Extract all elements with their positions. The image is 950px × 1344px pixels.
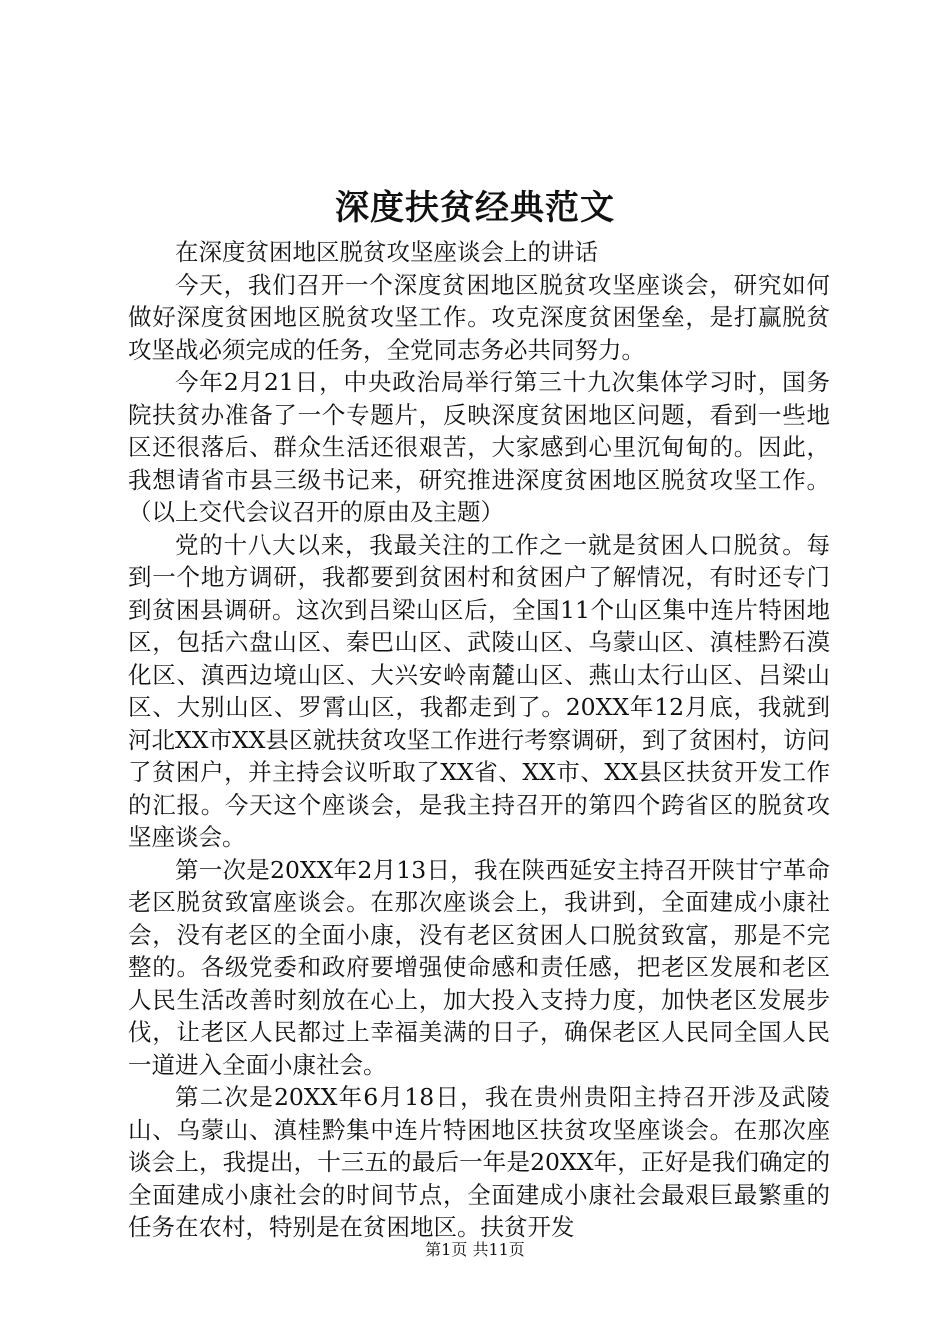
document-title: 深度扶贫经典范文 bbox=[335, 188, 615, 228]
paragraph-2: 今年2月21日，中央政治局举行第三十九次集体学习时，国务院扶贫办准备了一个专题片，反映深度贫困地区问题，看到一些地区还很落后、群众生活还很艰苦，大家感到心里沉甸甸的。因此，我想请省市县三级书记来，研究推进深度贫困地区脱贫攻坚工作。（以上交代会议召开的原由及主题） bbox=[128, 368, 830, 526]
speech-subtitle: 在深度贫困地区脱贫攻坚座谈会上的讲话 bbox=[175, 238, 598, 266]
paragraph-5: 第二次是20XX年6月18日，我在贵州贵阳主持召开涉及武陵山、乌蒙山、滇桂黔集中连片特困地区扶贫攻坚座谈会。在那次座谈会上，我提出，十三五的最后一年是20XX年，正好是我们确定的全面建成小康社会的时间节点，全面建成小康社会最艰巨最繁重的任务在农村，特别是在贫困地区。扶贫开发 bbox=[128, 1083, 830, 1241]
page-number-footer: 第1页 共11页 bbox=[425, 1240, 525, 1259]
paragraph-3: 党的十八大以来，我最关注的工作之一就是贫困人口脱贫。每到一个地方调研，我都要到贫困村和贫困户了解情况，有时还专门到贫困县调研。这次到吕梁山区后，全国11个山区集中连片特困地区，包括六盘山区、秦巴山区、武陵山区、乌蒙山区、滇桂黔石漠化区、滇西边境山区、大兴安岭南麓山区、燕山太行山区、吕梁山区、大别山区、罗霄山区，我都走到了。20XX年12月底，我就到河北XX市XX县区就扶贫攻坚工作进行考察调研，到了贫困村，访问了贫困户，并主持会议听取了XX省、XX市、XX县区扶贫开发工作的汇报。今天这个座谈会，是我主持召开的第四个跨省区的脱贫攻坚座谈会。 bbox=[128, 530, 830, 851]
paragraph-4: 第一次是20XX年2月13日，我在陕西延安主持召开陕甘宁革命老区脱贫致富座谈会。在那次座谈会上，我讲到，全面建成小康社会，没有老区的全面小康，没有老区贫困人口脱贫致富，那是不完整的。各级党委和政府要增强使命感和责任感，把老区发展和老区人民生活改善时刻放在心上，加大投入支持力度，加快老区发展步伐，让老区人民都过上幸福美满的日子，确保老区人民同全国人民一道进入全面小康社会。 bbox=[128, 855, 830, 1079]
paragraph-1: 今天，我们召开一个深度贫困地区脱贫攻坚座谈会，研究如何做好深度贫困地区脱贫攻坚工作。攻克深度贫困堡垒，是打赢脱贫攻坚战必须完成的任务，全党同志务必共同努力。 bbox=[128, 270, 830, 364]
document-body bbox=[128, 236, 830, 1244]
